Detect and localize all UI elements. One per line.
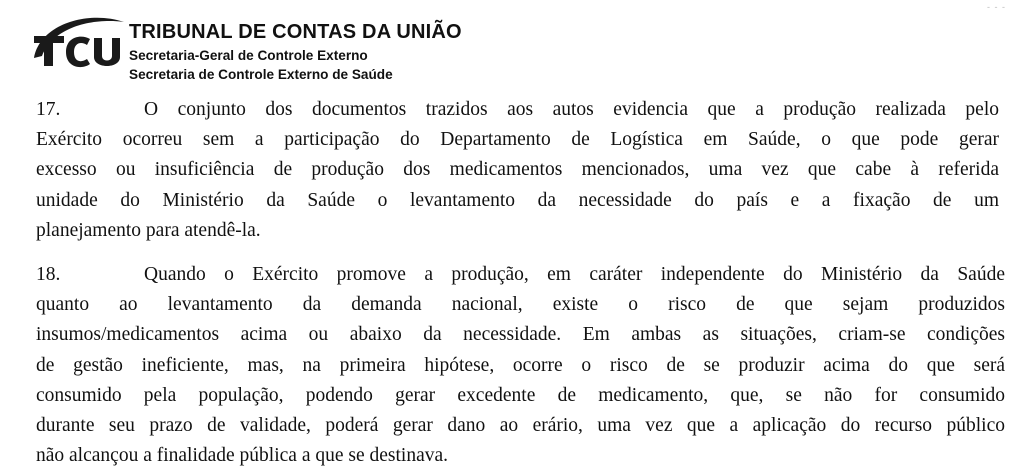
letterhead	[28, 12, 628, 92]
paragraph-line: unidade do Ministério da Saúde o levantamento da necessidade do país e a fixação de um	[36, 189, 999, 211]
paragraph-18	[36, 260, 1005, 471]
paragraph-line: planejamento para atendê-la.	[36, 219, 261, 241]
org-subtitle-secretaria-saude: Secretaria de Controle Externo de Saúde	[129, 67, 393, 82]
corner-mark: - - -	[987, 2, 1006, 12]
paragraph-17	[36, 95, 999, 246]
paragraph-line: 17. O conjunto dos documentos trazidos aos autos evidencia que a produção realizada pelo	[36, 95, 999, 125]
paragraph-line: 18. Quando o Exército promove a produção, em caráter independente do Ministério da Saúde	[36, 260, 1005, 290]
paragraph-line: durante seu prazo de validade, poderá gerar dano ao erário, uma vez que a aplicação do recurso público	[36, 415, 1005, 437]
paragraph-line: consumido pela população, podendo gerar excedente de medicamento, que, se não for consumido	[36, 384, 1005, 406]
paragraph-number: 18.	[36, 264, 61, 285]
paragraph-line: de gestão ineficiente, mas, na primeira hipótese, ocorre o risco de se produzir acima do que será	[36, 354, 1005, 376]
paragraph-line: Exército ocorreu sem a participação do Departamento de Logística em Saúde, o que pode gerar	[36, 129, 999, 151]
paragraph-line: excesso ou insuficiência de produção dos medicamentos mencionados, uma vez que cabe à referida	[36, 159, 999, 181]
paragraph-line: quanto ao levantamento da demanda nacional, existe o risco de que sejam produzidos	[36, 294, 1005, 316]
paragraph-line: insumos/medicamentos acima ou abaixo da necessidade. Em ambas as situações, criam-se condições	[36, 324, 1005, 346]
org-title: TRIBUNAL DE CONTAS DA UNIÃO	[129, 21, 462, 43]
org-subtitle-secretaria-geral: Secretaria-Geral de Controle Externo	[129, 48, 368, 63]
paragraph-line: não alcançou a finalidade pública a que se destinava.	[36, 445, 449, 467]
paragraph-number: 17.	[36, 99, 61, 120]
tcu-logo	[28, 12, 128, 74]
